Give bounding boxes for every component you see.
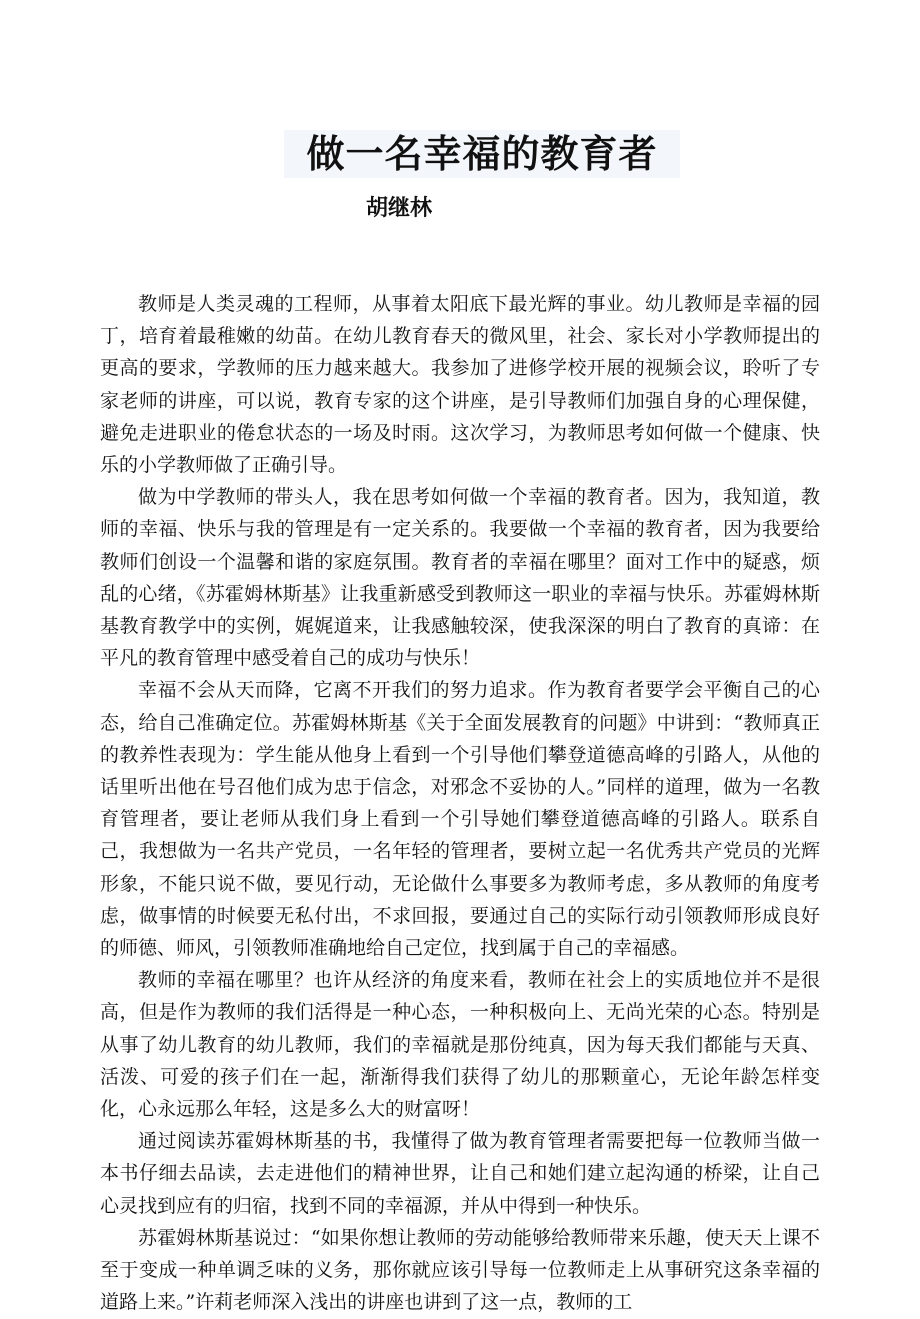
- author-name: 胡继林: [366, 196, 433, 221]
- title-block: [284, 130, 680, 178]
- paragraph-6: 苏霍姆林斯基说过：“如果你想让教师的劳动能够给教师带来乐趣，使天天上课不至于变成一种单调乏味的义务，那你就应该引导每一位教师走上从事研究这条幸福的道路上来。”许莉老师深入浅出的讲座也讲到了这一点，教师的工: [100, 1226, 820, 1314]
- paragraph-1: 教师是人类灵魂的工程师，从事着太阳底下最光辉的事业。幼儿教师是幸福的园丁，培育着最稚嫩的幼苗。在幼儿教育春天的微风里，社会、家长对小学教师提出的更高的要求，学教师的压力越来越大。我参加了进修学校开展的视频会议，聆听了专家老师的讲座，可以说，教育专家的这个讲座，是引导教师们加强自身的心理保健，避免走进职业的倦怠状态的一场及时雨。这次学习，为教师思考如何做一个健康、快乐的小学教师做了正确引导。: [100, 293, 820, 477]
- paragraph-5: 通过阅读苏霍姆林斯基的书，我懂得了做为教育管理者需要把每一位教师当做一本书仔细去品读，去走进他们的精神世界，让自己和她们建立起沟通的桥梁，让自己心灵找到应有的归宿，找到不同的幸福源，并从中得到一种快乐。: [100, 1130, 820, 1217]
- document-body: [100, 288, 820, 1319]
- paragraph-2: 做为中学教师的带头人，我在思考如何做一个幸福的教育者。因为，我知道，教师的幸福、快乐与我的管理是有一定关系的。我要做一个幸福的教育者，因为我要给教师们创设一个温馨和谐的家庭氛围。教育者的幸福在哪里？面对工作中的疑惑，烦乱的心绪，《苏霍姆林斯基》让我重新感受到教师这一职业的幸福与快乐。苏霍姆林斯基教育教学中的实例，娓娓道来，让我感触较深，使我深深的明白了教育的真谛：在平凡的教育管理中感受着自己的成功与快乐！: [100, 486, 820, 670]
- document-title: 做一名幸福的教育者: [306, 132, 658, 176]
- paragraph-3: 幸福不会从天而降，它离不开我们的努力追求。作为教育者要学会平衡自己的心态，给自己准确定位。苏霍姆林斯基《关于全面发展教育的问题》中讲到：“教师真正的教养性表现为：学生能从他身上看到一个引导他们攀登道德高峰的引路人，从他的话里听出他在号召他们成为忠于信念，对邪念不妥协的人。”同样的道理，做为一名教育管理者，要让老师从我们身上看到一个引导她们攀登道德高峰的引路人。联系自己，我想做为一名共产党员，一名年轻的管理者，要树立起一名优秀共产党员的光辉形象，不能只说不做，要见行动，无论做什么事要多为教师考虑，多从教师的角度考虑，做事情的时候要无私付出，不求回报，要通过自己的实际行动引领教师形成良好的师德、师风，引领教师准确地给自己定位，找到属于自己的幸福感。: [100, 679, 820, 960]
- paragraph-4: 教师的幸福在哪里？也许从经济的角度来看，教师在社会上的实质地位并不是很高，但是作为教师的我们活得是一种心态，一种积极向上、无尚光荣的心态。特别是从事了幼儿教育的幼儿教师，我们的幸福就是那份纯真，因为每天我们都能与天真、活泼、可爱的孩子们在一起，渐渐得我们获得了幼儿的那颗童心，无论年龄怎样变化，心永远那么年轻，这是多么大的财富呀！: [100, 969, 820, 1121]
